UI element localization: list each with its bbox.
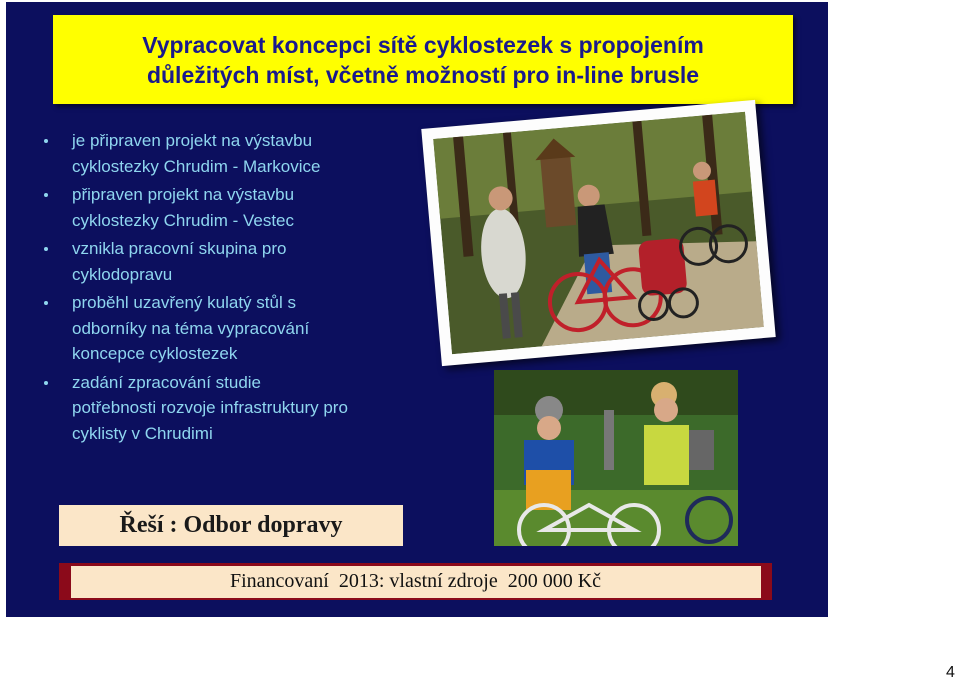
- responsible-label-box: [59, 505, 403, 546]
- bullet-dot-icon: [44, 247, 48, 251]
- bullet-item: [44, 236, 424, 287]
- bullet-line: cyklodopravu: [72, 264, 173, 284]
- bullet-list: [44, 128, 424, 449]
- page-number: 4: [946, 664, 955, 681]
- bullet-line: cyklisty v Chrudimi: [72, 423, 213, 443]
- bullet-line: proběhl uzavřený kulatý stůl s: [72, 293, 296, 312]
- bullet-line: je připraven projekt na výstavbu: [72, 131, 313, 150]
- bullet-line: koncepce cyklostezek: [72, 344, 238, 363]
- kids-cycling-image: [494, 370, 738, 546]
- bullet-dot-icon: [44, 301, 48, 305]
- bullet-line: připraven projekt na výstavbu: [72, 185, 295, 204]
- bullet-line: odborníky na téma vypracování: [72, 318, 310, 338]
- bullet-item: [44, 182, 424, 233]
- slide: [6, 2, 828, 617]
- bullet-item: [44, 370, 424, 447]
- cyclists-forest-photo: [421, 100, 775, 366]
- bullet-dot-icon: [44, 139, 48, 143]
- bullet-line: vznikla pracovní skupina pro: [72, 239, 287, 258]
- bullet-line: cyklostezky Chrudim - Vestec: [72, 210, 295, 230]
- financing-inner: [71, 566, 761, 598]
- title-box: [53, 15, 793, 104]
- financing-box: [59, 563, 772, 600]
- title-line-1: Vypracovat koncepci sítě cyklostezek s propojením: [142, 31, 704, 58]
- bullet-dot-icon: [44, 193, 48, 197]
- cyclists-forest-image: [433, 112, 764, 354]
- kids-cycling-photo: [494, 370, 738, 546]
- bullet-item: [44, 128, 424, 179]
- bullet-dot-icon: [44, 381, 48, 385]
- financing-label: Financovaní 2013: vlastní zdroje 200 000 Kč: [229, 570, 602, 592]
- bullet-item: [44, 290, 424, 367]
- title-line-2: důležitých míst, včetně možností pro in-line brusle: [146, 61, 700, 88]
- responsible-label: Řeší : Odbor dopravy: [119, 512, 343, 538]
- bullet-line: potřebnosti rozvoje infrastruktury pro: [72, 398, 348, 417]
- bullet-line: zadání zpracování studie: [72, 372, 262, 392]
- bullet-line: cyklostezky Chrudim - Markovice: [72, 156, 321, 176]
